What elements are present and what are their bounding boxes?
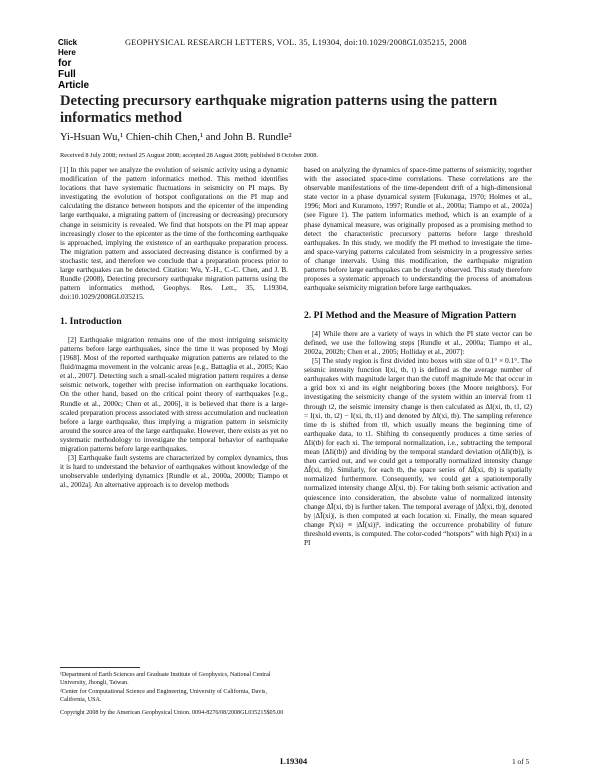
logo-line-1: Click bbox=[58, 38, 78, 47]
copyright-notice: Copyright 2008 by the American Geophysical Union. 0094-8276/08/2008GL035215$05.00 bbox=[60, 710, 284, 717]
paragraph-3: [3] Earthquake fault systems are characterized by complex dynamics, thus it is hard to understand the behavior of earthquakes without knowledge of the unobservable underlying dynamics [Rundle et al., 2000a, 2000b; Tiampo et al., 2002a]. An alternative approach is to develop methods bbox=[60, 454, 288, 490]
paragraph-2: [2] Earthquake migration remains one of the most intriguing seismicity patterns before large earthquakes, since the time it was proposed by Mogi [1968]. Most of the reported earthquake migration patterns are related to the fluid/magma movement in the volcanic areas [e.g., Battaglia et al., 2005; Kao et al., 2007]. Detecting such a small-scaled migration pattern requires a dense seismic network, together with precise information on earthquake locations. On the other hand, based on the critical point theory of earthquakes [e.g., Rundle et al., 2000c; Chen et al., 2006], it is believed that there is a large-scaled preparation process associated with stress accumulation and nucleation before a large earthquake, thus implying a migration pattern in seismicity around the source area of the large earthquake. However, there exists as yet no systematic methodology to investigate the temporal behavior of earthquake migration patterns before large earthquakes. bbox=[60, 335, 288, 454]
logo-line-2: Here bbox=[58, 48, 76, 57]
paragraph-5: [5] The study region is first divided into boxes with size of 0.1° × 0.1°. The seismic intensity function I(xi, tb, t) is defined as the average number of earthquakes with magnitude larger than the cutoff magnitude Mc that occur in a grid box xi and its eight neighboring boxes (the Moore neighbors). For investigating the seismicity change of the system within an interval from t1 through t2, the seismic intensity change is then calculated as ΔI(xi, tb, t1, t2) = I(xi, tb, t2) − I(xi, tb, t1) and denoted by ΔI(xi, tb). The sampling reference time tb is shifted from t0, which usually means the beginning time of earthquake data, to t1. Shifting tb consequently produces a time series of ΔIi(tb) for each xi. The temporal normalization, i.e., subtracting the temporal mean ⟨ΔIi(tb)⟩ and dividing by the temporal standard deviation σ(ΔIi(tb)), is then carried out, and we could get a temporally normalized intensity change ΔÎ(xi, tb). Similarly, for each tb, the space series of ΔÎ(xi, tb) is spatially normalized furthermore. Consequently, we could get a spatiotemporally normalized intensity change ΔĨ(xi, tb). For taking both seismic activation and quiescence into consideration, the absolute value of normalized intensity change ΔĨ(xi, tb) is further taken. The temporal average of |ΔĨ(xi, tb)|, denoted by |ΔĨ(xi)|, is then computed at each location xi. Finally, the mean squared change P(xi) ≡ |ΔĨ(xi)|², indicating the occurrence probability of future threshold events, is computed. The color-coded “hotspots” with high P(xi) in a PI bbox=[304, 357, 532, 547]
paragraph-4: [4] While there are a variety of ways in which the PI state vector can be defined, we use the following steps [Rundle et al., 2000a; Tiampo et al., 2002a, 2002b; Chen et al., 2005; Holliday et al., 2007]: bbox=[304, 329, 532, 356]
author-list: Yi-Hsuan Wu,¹ Chien-chih Chen,¹ and John B. Rundle² bbox=[60, 132, 292, 143]
footnote-1: ¹Department of Earth Sciences and Graduate Institute of Geophysics, National Central University, Jhongli, Taiwan. bbox=[60, 672, 271, 686]
logo-line-3: for bbox=[58, 58, 72, 69]
footnote-rule bbox=[60, 667, 140, 668]
paper-title: Detecting precursory earthquake migration patterns using the pattern informatics method bbox=[60, 93, 498, 126]
running-head: GEOPHYSICAL RESEARCH LETTERS, VOL. 35, L19304, doi:10.1029/2008GL035215, 2008 bbox=[125, 38, 467, 47]
page-number: 1 of 5 bbox=[512, 757, 530, 766]
footnote-2: ²Center for Computational Science and Engineering, University of California, Davis, California, USA. bbox=[60, 689, 267, 703]
abstract: [1] In this paper we analyze the evolution of seismic activity using a dynamic modification of the pattern informatics method. This method identifies locations that have systematic fluctuations in seismicity on PI maps. By investigating the evolution of hotspot configurations on the PI map and calculating the distance between hotspots and the epicenter of the impending large earthquake, a migrating pattern of (increasing or decreasing) precursory change in seismicity is revealed. We find that hotspots on the PI map appear increasingly closer to the epicenter as the time of the forthcoming earthquake is approached, implying the existence of an earthquake preparation process. The migration pattern and associated decreasing distance is confirmed by a stochastic test, and therefore we conclude that a preparation process prior to large earthquakes can be detected. Citation: Wu, Y.-H., C.-C. Chen, and J. B. Rundle (2008), Detecting precursory earthquake migration patterns using the pattern informatics method, Geophys. Res. Lett., 35, L19304, doi:10.1029/2008GL035215. bbox=[60, 166, 288, 302]
full-article-link[interactable] bbox=[58, 38, 102, 91]
section-2-heading: 2. PI Method and the Measure of Migration Pattern bbox=[304, 310, 517, 322]
right-column bbox=[304, 166, 532, 548]
logo-line-4: Full Article bbox=[58, 69, 90, 91]
section-1-heading: 1. Introduction bbox=[60, 316, 122, 328]
paragraph-continued: based on analyzing the dynamics of space-time patterns of seismicity, together with the associated space-time correlations. These correlations are the observable manifestations of the time-dependent drift of a high-dimensional state vector in a phase dynamical system [Fukunaga, 1970; Holmes et al., 1996; Mori and Kuramoto, 1997; Rundle et al., 2000a; Tiampo et al., 2002a] (see Figure 1). The pattern informatics method, which is an example of a phase dynamical measure, was originally proposed as a promising method to detect the characteristic precursory patterns before large threshold earthquakes. In this study, we modify the PI method to investigate the time- and space-varying patterns calculated from seismicity in a progressive series of change intervals. Using this modification, the earthquake migration patterns before large earthquakes can be clearly observed. This study therefore proposes a systematic approach to understanding the process of anomalous earthquake seismicity migration before large earthquakes. bbox=[304, 166, 532, 293]
footnotes bbox=[60, 667, 288, 720]
received-dates: Received 8 July 2008; revised 25 August 2008; accepted 28 August 2008; published 8 October 2008. bbox=[60, 152, 319, 159]
left-column bbox=[60, 166, 288, 491]
article-id-footer: L19304 bbox=[280, 756, 308, 766]
